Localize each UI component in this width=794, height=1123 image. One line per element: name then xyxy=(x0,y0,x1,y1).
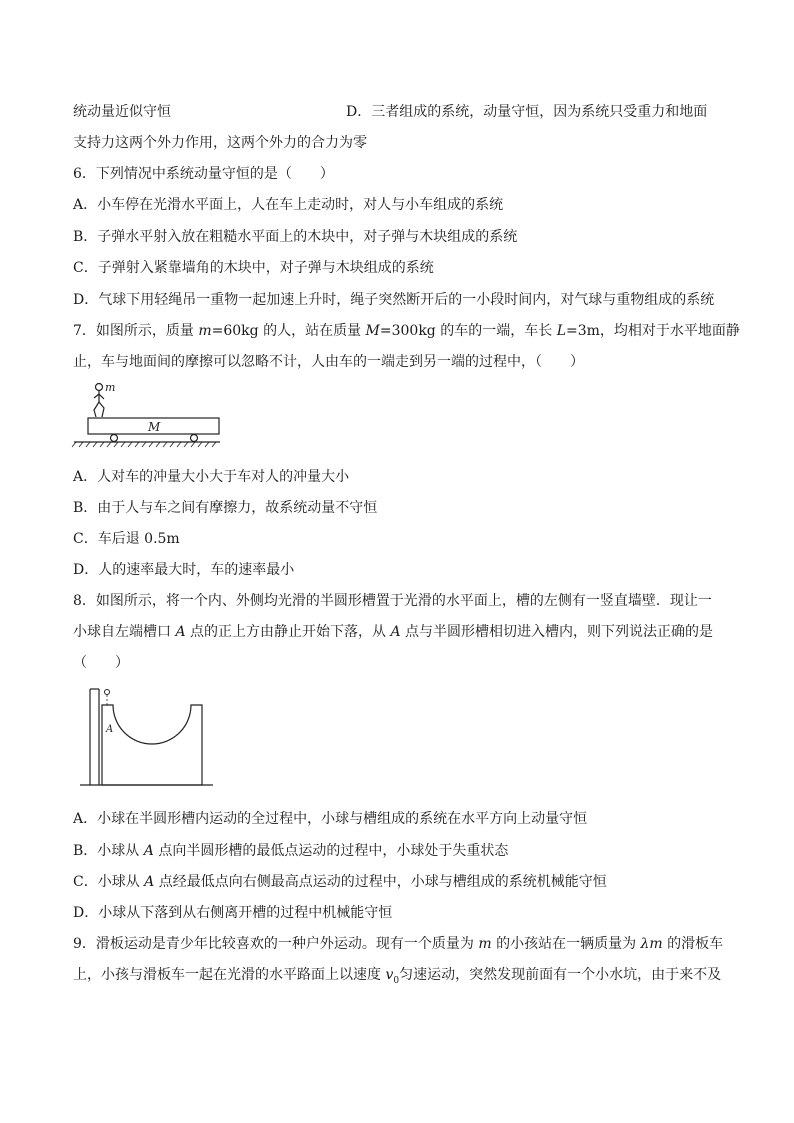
cart-person-figure xyxy=(70,378,230,448)
groove-body xyxy=(102,705,202,785)
question-7-option-b: B．由于人与车之间有摩擦力，故系统动量不守恒 xyxy=(73,500,378,516)
question-8-option-d: D．小球从下落到从右侧离开槽的过程中机械能守恒 xyxy=(73,905,393,921)
person-head xyxy=(96,384,103,391)
question-6-option-c: C．子弹射入紧靠墙角的木块中，对子弹与木块组成的系统 xyxy=(73,260,434,276)
person-label: m xyxy=(105,381,116,394)
ball xyxy=(105,690,110,695)
question-6-option-a: A．小车停在光滑水平面上，人在车上走动时，对人与小车组成的系统 xyxy=(73,197,504,213)
question-6-option-b: B．子弹水平射入放在粗糙水平面上的木块中，对子弹与木块组成的系统 xyxy=(73,229,518,245)
semicircle-groove-figure xyxy=(80,685,215,790)
cart-wheel-left xyxy=(111,435,118,442)
cart-label: M xyxy=(148,420,161,434)
question-9-stem-line2: 上，小孩与滑板车一起在光滑的水平路面上以速度 $v_0$匀速运动，突然发现前面有一个小水坑，由于来不及 xyxy=(73,967,722,986)
point-a-label: A xyxy=(106,724,114,735)
question-7-stem-line2: 止，车与地面间的摩擦可以忽略不计，人由车的一端走到另一端的过程中，（ ） xyxy=(73,354,584,370)
person-body xyxy=(94,391,104,417)
question-6-option-d: D．气球下用轻绳吊一重物一起加速上升时，绳子突然断开后的一小段时间内，对气球与重物组成的系统 xyxy=(73,292,715,308)
text-line: D．三者组成的系统，动量守恒，因为系统只受重力和地面 xyxy=(346,104,708,120)
question-9-stem-line1: 9．滑板运动是青少年比较喜欢的一种户外运动。现有一个质量为 m 的小孩站在一辆质量为 λm 的滑板车 xyxy=(73,936,724,952)
question-7-option-d: D．人的速率最大时，车的速率最小 xyxy=(73,562,295,578)
question-8-option-c: C．小球从 A 点经最低点向右侧最高点运动的过程中，小球与槽组成的系统机械能守恒 xyxy=(73,874,607,890)
question-8-option-a: A．小球在半圆形槽内运动的全过程中，小球与槽组成的系统在水平方向上动量守恒 xyxy=(73,811,588,827)
cart-wheel-right xyxy=(191,435,198,442)
question-8-option-b: B．小球从 A 点向半圆形槽的最低点运动的过程中，小球处于失重状态 xyxy=(73,843,509,859)
text-line: 统动量近似守恒 xyxy=(73,104,171,120)
text-line: 支持力这两个外力作用，这两个外力的合力为零 xyxy=(73,135,367,151)
question-8-stem-line2: 小球自左端槽口 A 点的正上方由静止开始下落，从 A 点与半圆形槽相切进入槽内，则下列说法正确的是 xyxy=(73,624,714,640)
question-8-stem-line3: （ ） xyxy=(73,655,129,671)
question-7-option-a: A．人对车的冲量大小大于车对人的冲量大小 xyxy=(73,469,350,485)
question-7-option-c: C．车后退 0.5m xyxy=(73,531,180,547)
question-7-stem-line1: 7．如图所示，质量 m=60kg 的人，站在质量 M=300kg 的车的一端，车长 L=3m，均相对于水平地面静 xyxy=(73,323,740,339)
question-6-stem: 6．下列情况中系统动量守恒的是（ ） xyxy=(73,166,334,182)
question-8-stem-line1: 8．如图所示，将一个内、外侧均光滑的半圆形槽置于光滑的水平面上，槽的左侧有一竖直墙壁．现让一 xyxy=(73,593,712,609)
